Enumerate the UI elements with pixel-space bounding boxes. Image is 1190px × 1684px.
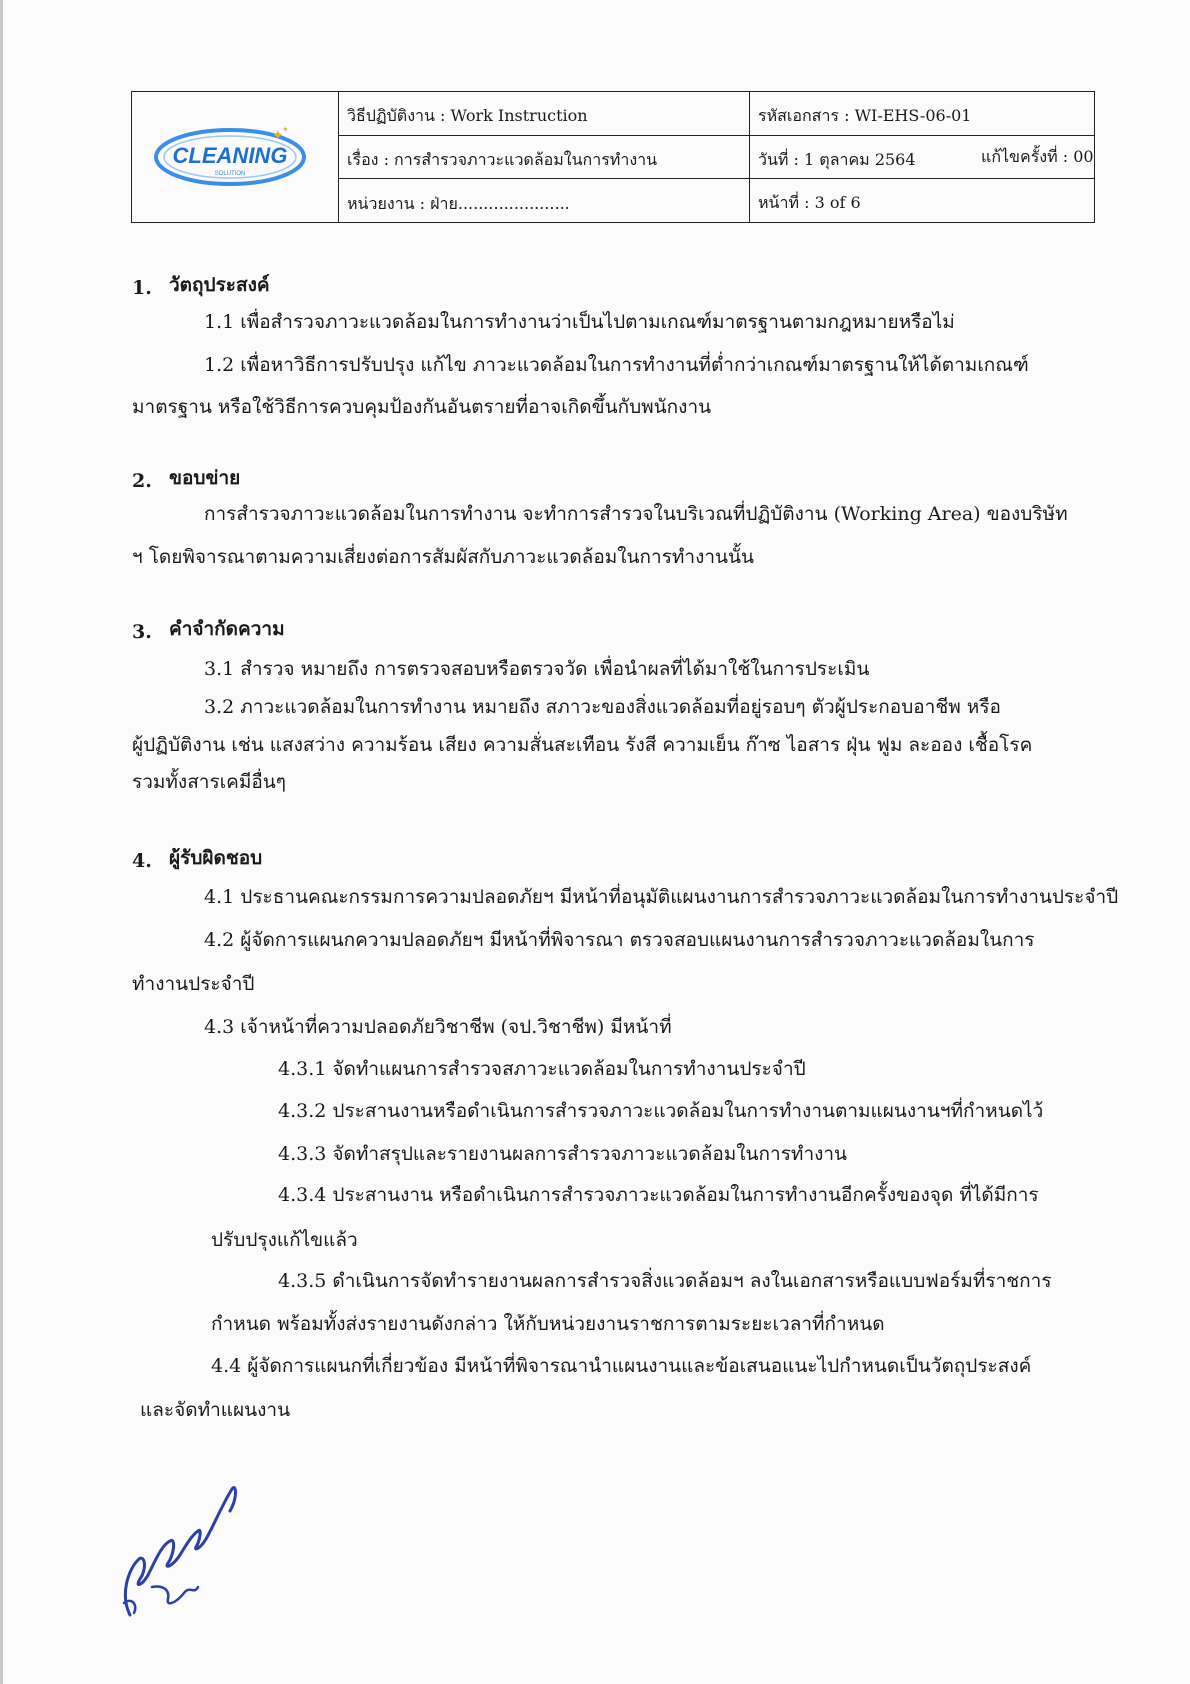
logo-subtext: SOLUTION xyxy=(214,171,246,177)
paragraph-line: 4.3.3 จัดทำสรุปและรายงานผลการสำรวจภาวะแวดล้อมในการทำงาน xyxy=(278,1143,848,1165)
paragraph-line: 4.3.1 จัดทำแผนการสำรวจสภาวะแวดล้อมในการทำงานประจำปี xyxy=(278,1058,806,1080)
sparkle-icon: ✦ xyxy=(282,125,289,134)
paragraph-line: และจัดทำแผนงาน xyxy=(140,1399,291,1421)
company-logo xyxy=(150,120,310,192)
paragraph-line: 4.1 ประธานคณะกรรมการความปลอดภัยฯ มีหน้าที่อนุมัติแผนงานการสำรวจภาวะแวดล้อมในการทำงานประจำปี xyxy=(204,886,1119,908)
paragraph-line: 4.2 ผู้จัดการแผนกความปลอดภัยฯ มีหน้าที่พิจารณา ตรวจสอบแผนงานการสำรวจภาวะแวดล้อมในการ xyxy=(204,929,1035,951)
section-number: 4. xyxy=(132,850,152,872)
paragraph-line: ผู้ปฏิบัติงาน เช่น แสงสว่าง ความร้อน เสียง ความสั่นสะเทือน รังสี ความเย็น ก๊าซ ไอสาร ฝุ่น ฟูม ละออง เชื้อโรค xyxy=(132,734,1033,756)
paragraph-line: มาตรฐาน หรือใช้วิธีการควบคุมป้องกันอันตรายที่อาจเกิดขึ้นกับพนักงาน xyxy=(132,396,712,418)
handwritten-signature xyxy=(110,1475,250,1625)
paragraph-line: 1.1 เพื่อสำรวจภาวะแวดล้อมในการทำงานว่าเป็นไปตามเกณฑ์มาตรฐานตามกฎหมายหรือไม่ xyxy=(204,311,955,333)
paragraph-line: 4.4 ผู้จัดการแผนกที่เกี่ยวข้อง มีหน้าที่พิจารณานำแผนงานและข้อเสนอแนะไปกำหนดเป็นวัตถุประสงค์ xyxy=(211,1355,1032,1377)
paragraph-line: รวมทั้งสารเคมีอื่นๆ xyxy=(132,771,287,793)
star-icon: ✦ xyxy=(272,128,284,144)
paragraph-line: ฯ โดยพิจารณาตามความเสี่ยงต่อการสัมผัสกับภาวะแวดล้อมในการทำงานนั้น xyxy=(132,546,755,568)
section-title: ผู้รับผิดชอบ xyxy=(169,847,263,869)
document-code: รหัสเอกสาร : WI-EHS-06-01 xyxy=(758,106,972,125)
paragraph-line: 4.3.2 ประสานงานหรือดำเนินการสำรวจภาวะแวดล้อมในการทำงานตามแผนงานฯที่กำหนดไว้ xyxy=(278,1100,1044,1122)
section-number: 3. xyxy=(132,621,152,643)
section-title: คำจำกัดความ xyxy=(169,618,285,640)
paragraph-line: กำหนด พร้อมทั้งส่งรายงานดังกล่าว ให้กับหน่วยงานราชการตามระยะเวลาที่กำหนด xyxy=(211,1313,885,1335)
document-subject: เรื่อง : การสำรวจภาวะแวดล้อมในการทำงาน xyxy=(347,150,658,169)
section-title: ขอบข่าย xyxy=(169,467,241,489)
section-title: วัตถุประสงค์ xyxy=(169,274,270,296)
paragraph-line: ปรับปรุงแก้ไขแล้ว xyxy=(211,1229,358,1251)
document-header-table xyxy=(131,91,1095,223)
page-number: หน้าที่ : 3 of 6 xyxy=(758,193,861,212)
paragraph-line: 4.3 เจ้าหน้าที่ความปลอดภัยวิชาชีพ (จป.วิชาชีพ) มีหน้าที่ xyxy=(204,1016,672,1038)
paragraph-line: 4.3.5 ดำเนินการจัดทำรายงานผลการสำรวจสิ่งแวดล้อมฯ ลงในเอกสารหรือแบบฟอร์มที่ราชการ xyxy=(278,1270,1052,1292)
revision-number: แก้ไขครั้งที่ : 00 xyxy=(981,147,1094,166)
paragraph-line: 1.2 เพื่อหาวิธีการปรับปรุง แก้ไข ภาวะแวดล้อมในการทำงานที่ต่ำกว่าเกณฑ์มาตรฐานให้ได้ตามเกณฑ์ xyxy=(204,354,1029,376)
logo-text: CLEANING xyxy=(172,143,288,168)
paragraph-line: การสำรวจภาวะแวดล้อมในการทำงาน จะทำการสำรวจในบริเวณที่ปฏิบัติงาน (Working Area) ของบริษัท xyxy=(204,503,1068,525)
paragraph-line: 4.3.4 ประสานงาน หรือดำเนินการสำรวจภาวะแวดล้อมในการทำงานอีกครั้งของจุด ที่ได้มีการ xyxy=(278,1184,1039,1206)
document-date: วันที่ : 1 ตุลาคม 2564 xyxy=(758,150,916,169)
paragraph-line: ทำงานประจำปี xyxy=(132,973,255,995)
paragraph-line: 3.2 ภาวะแวดล้อมในการทำงาน หมายถึง สภาวะของสิ่งแวดล้อมที่อยู่รอบๆ ตัวผู้ประกอบอาชีพ หรือ xyxy=(204,696,1001,718)
paragraph-line: 3.1 สำรวจ หมายถึง การตรวจสอบหรือตรวจวัด เพื่อนำผลที่ได้มาใช้ในการประเมิน xyxy=(204,658,870,680)
page-edge xyxy=(0,0,3,1684)
section-number: 2. xyxy=(132,470,152,492)
department: หน่วยงาน : ฝ่าย...................... xyxy=(347,194,570,213)
procedure-type: วิธีปฏิบัติงาน : Work Instruction xyxy=(347,106,588,125)
section-number: 1. xyxy=(132,277,152,299)
